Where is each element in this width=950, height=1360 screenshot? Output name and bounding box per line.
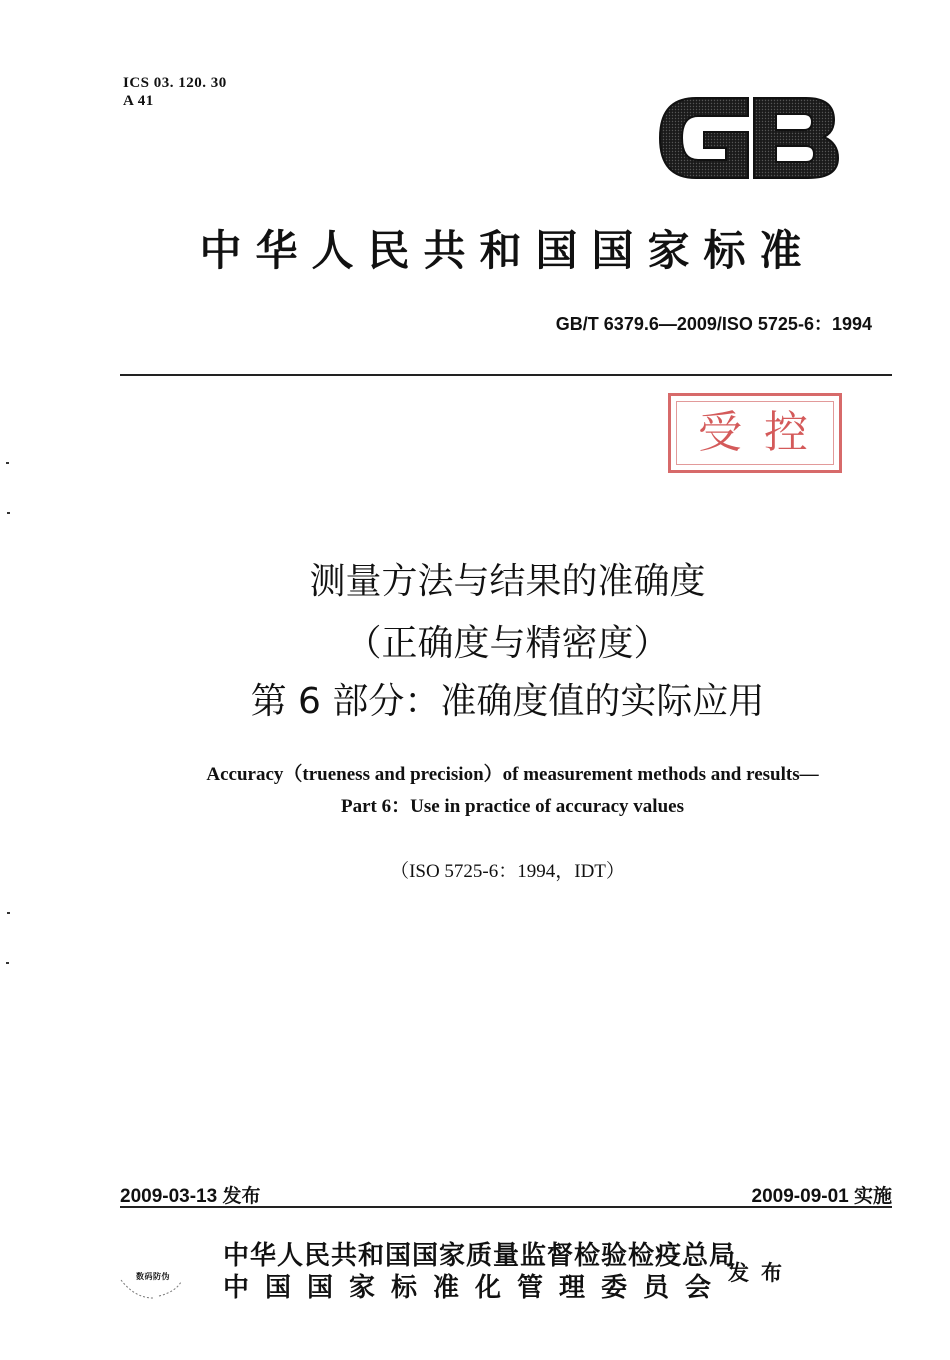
controlled-stamp: 受控 bbox=[668, 393, 842, 473]
standard-number: GB/T 6379.6—2009/ISO 5725-6：1994 bbox=[555, 314, 872, 334]
issuer-org-2: 中国国家标准化管理委员会 bbox=[223, 1273, 728, 1303]
issuer-org-1: 中华人民共和国国家质量监督检验检疫总局 bbox=[223, 1241, 737, 1271]
scan-speck bbox=[7, 912, 10, 914]
implementation-date: 2009-09-01 实施 bbox=[751, 1186, 892, 1207]
chinese-title-line-3: 第 6 部分：准确度值的实际应用 bbox=[250, 681, 765, 722]
antifake-label: 数码防伪 bbox=[136, 1272, 170, 1281]
scan-speck bbox=[6, 462, 9, 464]
antifake-seal-icon bbox=[115, 1262, 185, 1302]
national-standard-title: 中华人民共和国国家标准 bbox=[199, 226, 816, 275]
issue-date: 2009-03-13 发布 bbox=[120, 1186, 261, 1207]
ics-code: ICS 03. 120. 30 bbox=[123, 75, 227, 91]
bottom-divider bbox=[120, 1206, 892, 1208]
scan-speck bbox=[7, 512, 10, 514]
chinese-title-line-1: 测量方法与结果的准确度 bbox=[309, 561, 706, 602]
english-title-line-1: Accuracy（trueness and precision）of measurement methods and results— bbox=[206, 764, 819, 785]
gb-logo bbox=[656, 90, 842, 186]
classification-codes bbox=[123, 74, 227, 110]
iso-equivalence: （ISO 5725-6：1994，IDT） bbox=[390, 861, 625, 882]
scan-speck bbox=[6, 962, 9, 964]
ccs-code: A 41 bbox=[123, 93, 154, 109]
chinese-title-line-2: （正确度与精密度） bbox=[345, 623, 670, 664]
top-divider bbox=[120, 374, 892, 376]
english-title-line-2: Part 6：Use in practice of accuracy values bbox=[341, 796, 684, 817]
publish-label: 发布 bbox=[728, 1260, 794, 1285]
